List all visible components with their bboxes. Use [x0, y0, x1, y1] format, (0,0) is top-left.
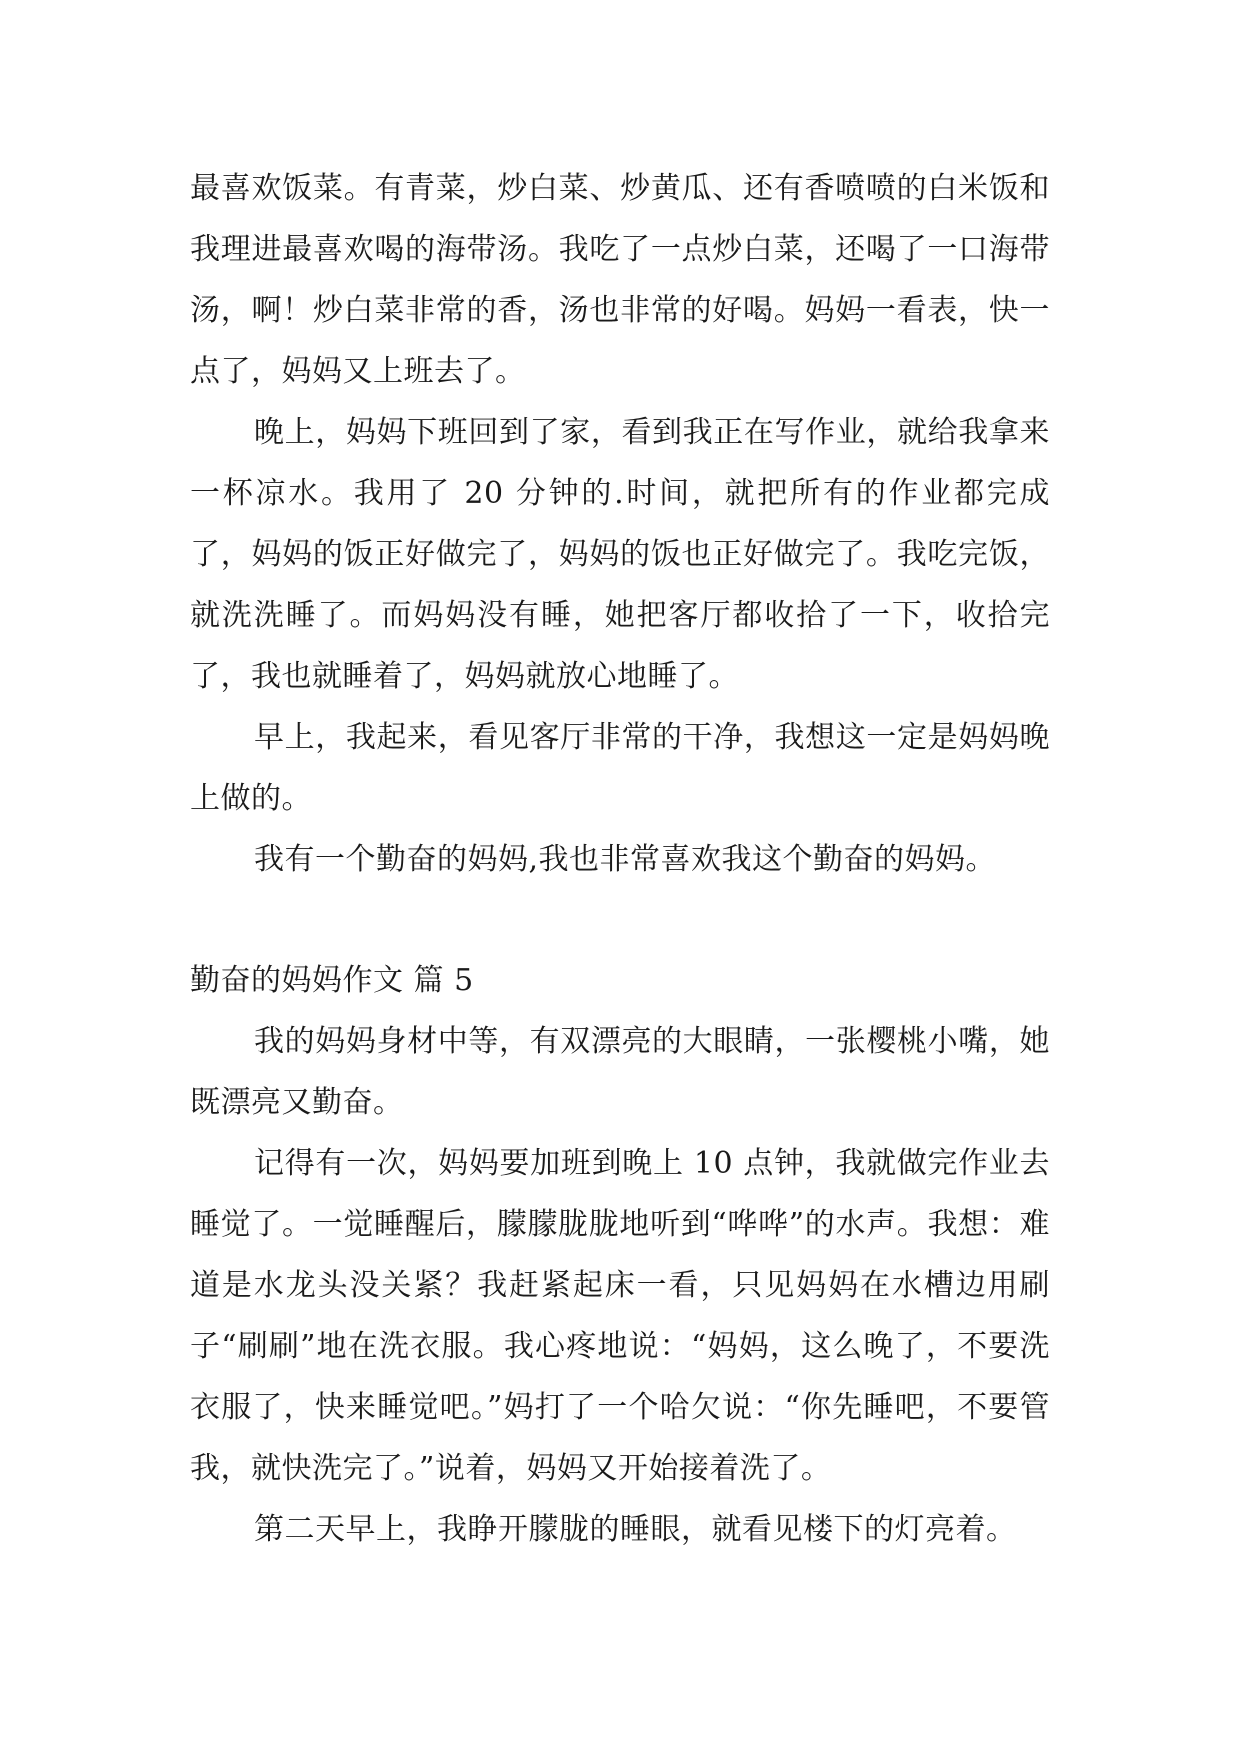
paragraph-morning: 早上，我起来，看见客厅非常的干净，我想这一定是妈妈晚上做的。	[190, 720, 1050, 816]
paragraph-next-morning: 第二天早上，我睁开朦胧的睡眼，就看见楼下的灯亮着。	[254, 1512, 1017, 1547]
paragraph-continued: 最喜欢饭菜。有青菜，炒白菜、炒黄瓜、还有香喷喷的白米饭和我理进最喜欢喝的海带汤。我吃了一点炒白菜，还喝了一口海带汤，啊！炒白菜非常的香，汤也非常的好喝。妈妈一看表，快一点了，妈妈又上班去了。	[190, 171, 1050, 389]
document-body	[190, 158, 1050, 1560]
paragraph-evening: 晚上，妈妈下班回到了家，看到我正在写作业，就给我拿来一杯凉水。我用了 20 分钟的.时间，就把所有的作业都完成了，妈妈的饭正好做完了，妈妈的饭也正好做完了。我吃完饭，就洗洗睡了。而妈妈没有睡，她把客厅都收拾了一下，收拾完了，我也就睡着了，妈妈就放心地睡了。	[190, 415, 1050, 694]
section-heading: 勤奋的妈妈作文 篇 5	[190, 963, 474, 998]
paragraph-conclusion: 我有一个勤奋的妈妈,我也非常喜欢我这个勤奋的妈妈。	[254, 842, 997, 877]
paragraph-description: 我的妈妈身材中等，有双漂亮的大眼睛，一张樱桃小嘴，她既漂亮又勤奋。	[190, 1024, 1050, 1120]
paragraph-story: 记得有一次，妈妈要加班到晚上 10 点钟，我就做完作业去睡觉了。一觉睡醒后，朦朦胧胧地听到“哗哗”的水声。我想：难道是水龙头没关紧？我赶紧起床一看，只见妈妈在水槽边用刷子“刷刷”地在洗衣服。我心疼地说：“妈妈，这么晚了，不要洗衣服了，快来睡觉吧。”妈打了一个哈欠说：“你先睡吧，不要管我，就快洗完了。”说着，妈妈又开始接着洗了。	[190, 1146, 1050, 1486]
